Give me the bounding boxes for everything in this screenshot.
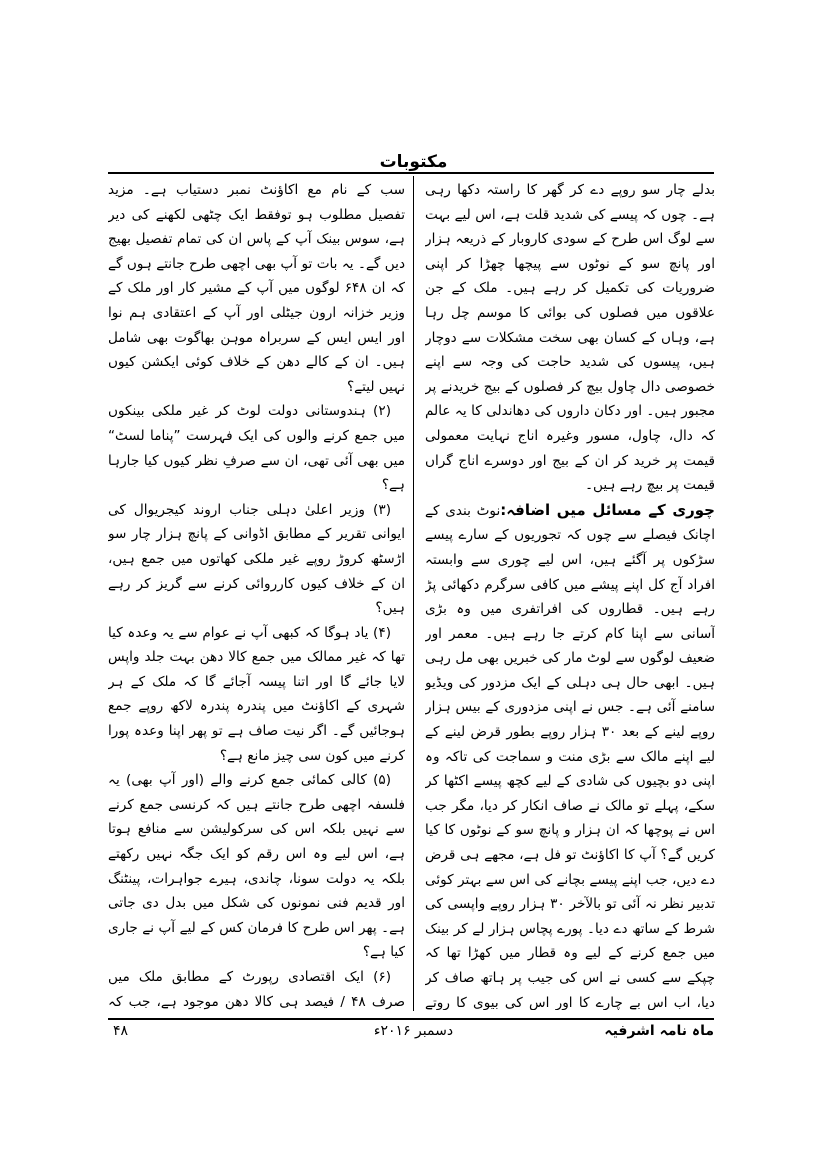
issue-date: دسمبر ۲۰۱۶ء bbox=[373, 1023, 454, 1039]
theft-section bbox=[425, 498, 715, 1010]
header-rule bbox=[108, 172, 714, 174]
page-title: مکتوبات bbox=[379, 152, 448, 172]
numbered-point: (۵) کالی کمائی جمع کرنے والے (اور آپ بھی) یہ فلسفہ اچھی طرح جانتے ہیں کہ کرنسی جمع کرنے سے نہیں بلکہ اس کی سرکولیشن سے منافع ہوتا ہے، اس لیے وہ اس رقم کو ایک جگہ نہیں رکھتے بلکہ یہ دولت سونا، چاندی، ہیرے جواہرات، پینٹنگ اور قدیم فنی نمونوں کی شکل میں بدل دی جاتی ہے۔ پھر اس طرح کا فرمان کس کے لیے آپ نے جاری کیا ہے؟ bbox=[108, 772, 405, 961]
right-column bbox=[425, 178, 715, 1010]
paragraph: سب کے نام مع اکاؤنٹ نمبر دستیاب ہے۔ مزید تفصیل مطلوب ہو توفقط ایک چٹھی لکھنے کی دیر ہے، سوس بینک آپ کے پاس ان کی تمام تفصیل بھیج دیں گے۔ یہ بات تو آپ بھی اچھی طرح جانتے ہوں گے کہ ان ۶۴۸ لوگوں میں آپ کے مشیر کار اور ملک کے وزیر خزانہ ارون جیٹلی اور آپ کے اعتقادی ہم نوا اور ایس ایس کے سربراہ موہن بھاگوت بھی شامل ہیں۔ ان کے کالے دھن کے خلاف کوئی ایکشن کیوں نہیں لیتے؟ bbox=[108, 182, 405, 395]
numbered-point: (۴) یاد ہوگا کہ کبھی آپ نے عوام سے یہ وعدہ کیا تھا کہ غیر ممالک میں جمع کالا دھن بہت جلد واپس لایا جائے گا اور اتنا پیسہ آجائے گا کہ ملک کے ہر شہری کے اکاؤنٹ میں پندرہ پندرہ لاکھ روپے جمع ہوجائیں گے۔ اگر نیت صاف ہے تو پھر اپنا وعدہ پورا کرنے میں کون سی چیز مانع ہے؟ bbox=[108, 624, 405, 764]
footer-rule bbox=[108, 1018, 714, 1020]
numbered-point: (۲) ہندوستانی دولت لوٹ کر غیر ملکی بینکوں میں جمع کرنے والوں کی ایک فہرست ”پناما لسٹ“ میں بھی آئی تھی، ان سے صرفِ نظر کیوں کیا جارہا ہے؟ bbox=[108, 403, 405, 494]
page-number: ۴۸ bbox=[113, 1023, 129, 1039]
paragraph: بدلے چار سو روپے دے کر گھر کا راستہ دکھا رہی ہے۔ چوں کہ پیسے کی شدید قلت ہے، اس لیے بہت سے لوگ اس طرح کے سودی کاروبار کے ذریعہ ہزار اور پانچ سو کے نوٹوں سے پیچھا چھڑا کر اپنی ضروریات کی تکمیل کر رہے ہیں۔ ملک کے جن علاقوں میں فصلوں کی بوائی کا موسم چل رہا ہے، وہاں کے کسان بھی سخت مشکلات سے دوچار ہیں، پیسوں کی شدید حاجت کی وجہ سے اپنے خصوصی دال چاول بیچ کر فصلوں کے بیج خریدنے پر مجبور ہیں۔ اور دکان داروں کی دھاندلی کا یہ عالم کہ دال، چاول، مسور وغیرہ اناج نہایت معمولی قیمت پر خرید کر ان کے بیج اور دوسرے اناج گراں قیمت پر بیچ رہے ہیں۔ bbox=[425, 182, 715, 494]
magazine-name: ماہ نامہ اشرفیہ bbox=[604, 1023, 714, 1039]
numbered-point: (۶) ایک اقتصادی رپورٹ کے مطابق ملک میں صرف ۴۸ / فیصد ہی کالا دھن موجود ہے، جب کہ bbox=[108, 969, 405, 1010]
paragraph: نوٹ بندی کے اچانک فیصلے سے چوں کہ تجوریوں کے سارے پیسے سڑکوں پر آگئے ہیں، اس لیے چوری سے وابستہ افراد آج کل اپنے پیشے میں کافی سرگرم دکھائی پڑ رہے ہیں۔ قطاروں کی افراتفری میں وہ بڑی آسانی سے اپنا کام کرتے جا رہے ہیں۔ معمر اور ضعیف لوگوں سے لوٹ مار کی خبریں بھی مل رہی ہیں۔ ابھی حال ہی دہلی کے ایک مزدور کی ویڈیو سامنے آئی ہے۔ جس نے اپنی مزدوری کے بیس ہزار روپے لینے کے بعد ۳۰ ہزار روپے بطور قرض لینے کے لیے اپنے مالک سے بڑی منت و سماجت کی تاکہ وہ اپنی دو بچیوں کی شادی کے لیے کچھ پیسے اکٹھا کر سکے، پہلے تو مالک نے صاف انکار کر دیا، مگر جب اس نے پوچھا کہ ان ہزار و پانچ سو کے نوٹوں کا کیا کریں گے؟ آپ کا اکاؤنٹ تو فل ہے، مجھے ہی قرض دے دیں، جب اپنے پیسے بچانے کی اس سے بہتر کوئی تدبیر نظر نہ آئی تو بالآخر ۳۰ ہزار روپے واپسی کی شرط کے ساتھ دے دیا۔ پورے پچاس ہزار لے کر بینک میں جمع کرنے کے لیے وہ قطار میں کھڑا تھا کہ چپکے سے کسی نے اس کی جیب پر ہاتھ صاف کر دیا، اب اس بے چارے کا اور اس کی بیوی کا روتے bbox=[425, 502, 715, 1010]
numbered-point: (۳) وزیر اعلیٰ دہلی جناب اروند کیجریوال کی ایوانی تقریر کے مطابق اڈوانی کے پانچ ہزار چار سو اڑسٹھ کروڑ روپے غیر ملکی کھاتوں میں جمع ہیں، ان کے خلاف کیوں کارروائی کرنے سے گریز کر رہے ہیں؟ bbox=[108, 501, 405, 617]
column-divider bbox=[413, 176, 414, 1011]
section-heading-theft: چوری کے مسائل میں اضافہ: bbox=[500, 500, 715, 519]
left-column bbox=[108, 178, 405, 1010]
